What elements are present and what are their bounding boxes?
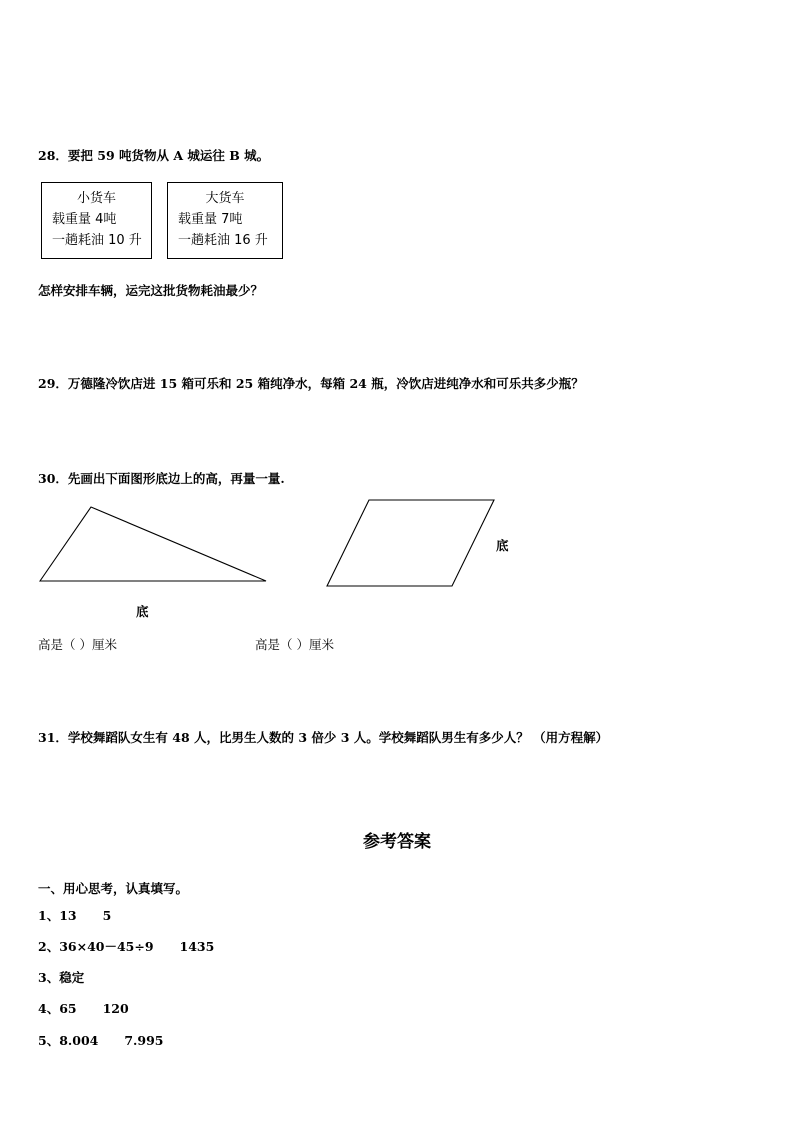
question-31: 31．学校舞蹈队女生有 48 人，比男生人数的 3 倍少 3 人。学校舞蹈队男生有多少人？ （用方程解）	[38, 730, 609, 745]
small-truck-title: 小货车	[76, 191, 116, 206]
answer-number: 5、8.004	[38, 1033, 99, 1048]
answer-item	[38, 906, 111, 924]
question-29: 29．万德隆冷饮店进 15 箱可乐和 25 箱纯净水，每箱 24 瓶，冷饮店进纯净水和可乐共多少瓶？	[38, 376, 584, 391]
parallelogram-height-blank: 高是（ ）厘米	[255, 637, 334, 652]
answer-number: 3、稳定	[38, 970, 85, 985]
answer-value: 7.995	[124, 1033, 164, 1048]
answer-item	[38, 1031, 164, 1049]
answers-title: 参考答案	[363, 832, 431, 852]
answer-value: 120	[102, 1001, 129, 1016]
small-truck-load: 载重量 4吨	[52, 212, 117, 227]
answer-value: 1435	[179, 939, 215, 954]
answer-item	[38, 937, 214, 955]
answer-item	[38, 999, 129, 1017]
small-truck-fuel: 一趟耗油 10 升	[52, 233, 142, 248]
big-truck-load: 载重量 7吨	[178, 212, 243, 227]
question-30: 30．先画出下面图形底边上的高，再量一量.	[38, 471, 285, 486]
big-truck-title: 大货车	[205, 191, 245, 206]
question-28: 28．要把 59 吨货物从 A 城运往 B 城。	[38, 148, 270, 163]
answer-number: 2、36×40－45÷9	[38, 939, 154, 954]
answer-number: 4、65	[38, 1001, 77, 1016]
parallelogram-base-label: 底	[496, 538, 509, 553]
answer-item	[38, 968, 110, 986]
answer-value: 5	[102, 908, 112, 923]
parallelogram-shape	[327, 500, 494, 586]
triangle-height-blank: 高是（ ）厘米	[38, 637, 117, 652]
triangle-shape	[40, 507, 266, 581]
big-truck-fuel: 一趟耗油 16 升	[178, 233, 268, 248]
answers-section-heading: 一、用心思考，认真填写。	[38, 881, 189, 896]
question-28-prompt: 怎样安排车辆，运完这批货物耗油最少？	[38, 283, 264, 298]
answer-number: 1、13	[38, 908, 77, 923]
triangle-base-label: 底	[136, 604, 149, 619]
